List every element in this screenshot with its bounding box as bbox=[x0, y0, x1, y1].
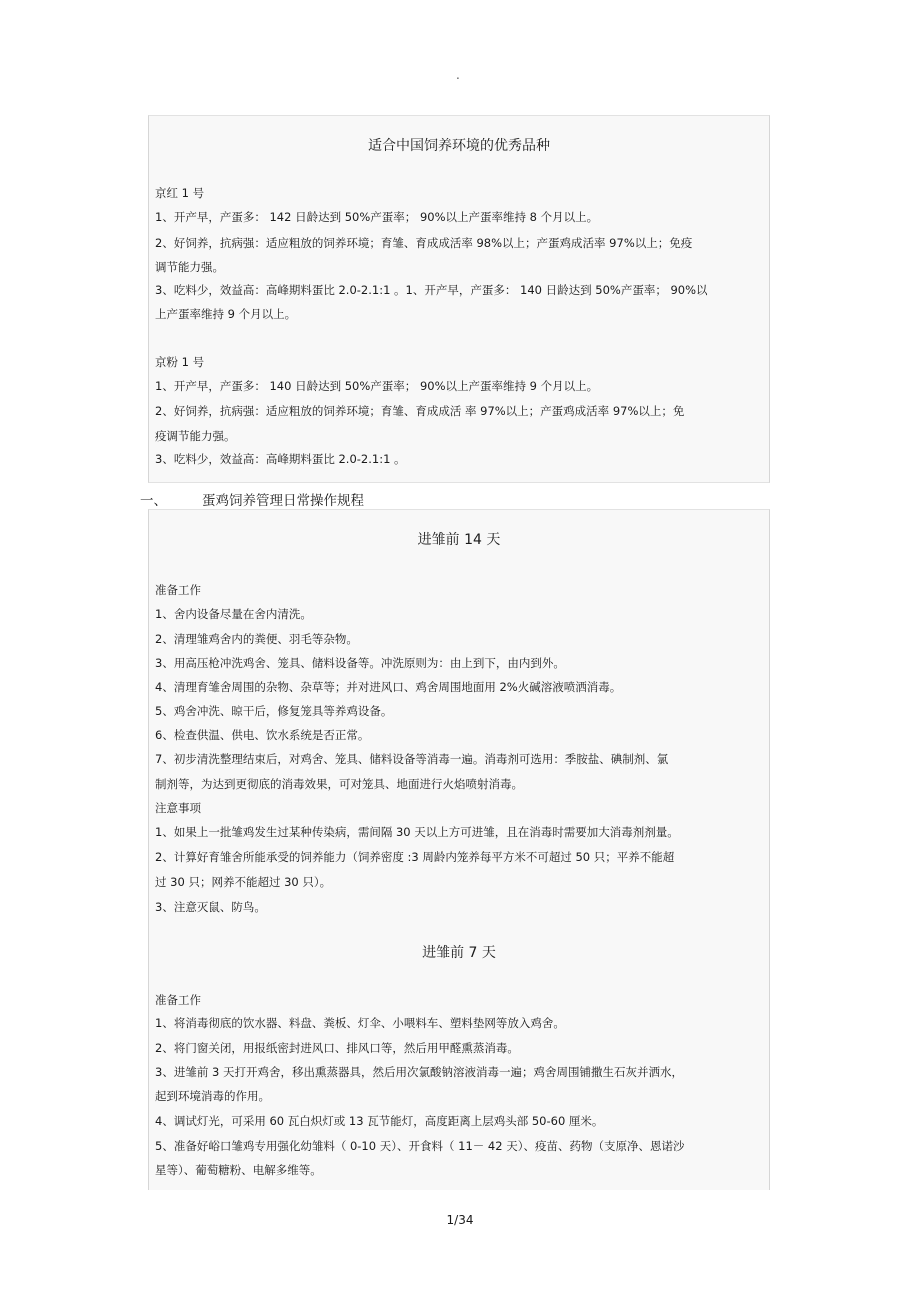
jinghong-line-4: 3、吃料少，效益高：高峰期料蛋比 2.0-2.1:1 。1、开产早，产蛋多： 140 日龄达到 50%产蛋率； 90%以 bbox=[155, 283, 708, 297]
day14-item: 7、初步清洗整理结束后，对鸡舍、笼具、储料设备等消毒一遍。消毒剂可选用：季胺盐、碘制剂、氯 bbox=[155, 752, 669, 766]
day14-note: 2、计算好育雏舍所能承受的饲养能力（饲养密度 :3 周龄内笼养每平方米不可超过 50 只；平养不能超 bbox=[155, 850, 675, 864]
day14-notes-heading: 注意事项 bbox=[155, 801, 201, 815]
breeds-panel bbox=[148, 115, 770, 483]
section-number: 一、 bbox=[140, 493, 167, 509]
day7-item: 3、进雏前 3 天打开鸡舍，移出熏蒸器具，然后用次氯酸钠溶液消毒一遍；鸡舍周围铺撒生石灰并洒水， bbox=[155, 1065, 683, 1079]
breeds-title: 适合中国饲养环境的优秀品种 bbox=[368, 138, 550, 154]
procedure-panel bbox=[148, 509, 770, 1190]
day14-item: 6、检查供温、供电、饮水系统是否正常。 bbox=[155, 728, 370, 742]
jingfen-line-1: 1、开产早，产蛋多： 140 日龄达到 50%产蛋率； 90%以上产蛋率维持 9 个月以上。 bbox=[155, 379, 599, 393]
day14-note: 过 30 只；网养不能超过 30 只）。 bbox=[155, 875, 332, 889]
section-title: 蛋鸡饲养管理日常操作规程 bbox=[202, 493, 364, 509]
day14-note: 3、注意灭鼠、防鸟。 bbox=[155, 900, 266, 914]
day14-note: 1、如果上一批雏鸡发生过某种传染病，需间隔 30 天以上方可进雏，且在消毒时需要加大消毒剂剂量。 bbox=[155, 825, 679, 839]
jingfen-line-2: 2、好饲养，抗病强：适应粗放的饲养环境；育雏、育成成活 率 97%以上；产蛋鸡成活率 97%以上；免 bbox=[155, 404, 685, 418]
day7-item: 1、将消毒彻底的饮水器、料盘、粪板、灯伞、小喂料车、塑料垫网等放入鸡舍。 bbox=[155, 1016, 565, 1030]
day7-item: 4、调试灯光，可采用 60 瓦白炽灯或 13 瓦节能灯，高度距离上层鸡头部 50-60 厘米。 bbox=[155, 1114, 604, 1128]
day7-item: 起到环境消毒的作用。 bbox=[155, 1089, 270, 1103]
jinghong-line-1: 1、开产早，产蛋多： 142 日龄达到 50%产蛋率； 90%以上产蛋率维持 8 个月以上。 bbox=[155, 210, 599, 224]
jinghong-line-5: 上产蛋率维持 9 个月以上。 bbox=[155, 307, 297, 321]
day7-item: 2、将门窗关闭，用报纸密封进风口、排风口等，然后用甲醛熏蒸消毒。 bbox=[155, 1041, 519, 1055]
page-number: 1/34 bbox=[446, 1213, 474, 1227]
day14-item: 5、鸡舍冲洗、晾干后，修复笼具等养鸡设备。 bbox=[155, 704, 393, 718]
day14-item: 4、清理育雏舍周围的杂物、杂草等；并对进风口、鸡舍周围地面用 2%火碱溶液喷洒消毒。 bbox=[155, 680, 622, 694]
day14-item: 制剂等，为达到更彻底的消毒效果，可对笼具、地面进行火焰喷射消毒。 bbox=[155, 777, 523, 791]
day14-item: 2、清理雏鸡舍内的粪便、羽毛等杂物。 bbox=[155, 632, 358, 646]
header-dot: . bbox=[456, 68, 460, 82]
jingfen-line-3: 疫调节能力强。 bbox=[155, 429, 236, 443]
jingfen-name: 京粉 1 号 bbox=[155, 355, 205, 369]
day14-prep-heading: 准备工作 bbox=[155, 583, 201, 597]
day7-prep-heading: 准备工作 bbox=[155, 993, 201, 1007]
jinghong-line-2: 2、好饲养，抗病强：适应粗放的饲养环境；育雏、育成成活率 98%以上；产蛋鸡成活率 97%以上；免疫 bbox=[155, 236, 693, 250]
jinghong-line-3: 调节能力强。 bbox=[155, 260, 224, 274]
jinghong-name: 京红 1 号 bbox=[155, 186, 205, 200]
day7-item: 5、准备好峪口雏鸡专用强化幼雏料（ 0-10 天）、开食料（ 11－ 42 天）、疫苗、药物（支原净、恩诺沙 bbox=[155, 1139, 685, 1153]
day14-title: 进雏前 14 天 bbox=[417, 532, 501, 548]
day14-item: 3、用高压枪冲洗鸡舍、笼具、储料设备等。冲洗原则为：由上到下，由内到外。 bbox=[155, 656, 565, 670]
day7-item: 星等）、葡萄糖粉、电解多维等。 bbox=[155, 1163, 322, 1177]
day7-title: 进雏前 7 天 bbox=[422, 945, 496, 961]
day14-item: 1、舍内设备尽量在舍内清洗。 bbox=[155, 607, 312, 621]
jingfen-line-4: 3、吃料少，效益高：高峰期料蛋比 2.0-2.1:1 。 bbox=[155, 452, 406, 466]
section-heading bbox=[140, 489, 364, 509]
